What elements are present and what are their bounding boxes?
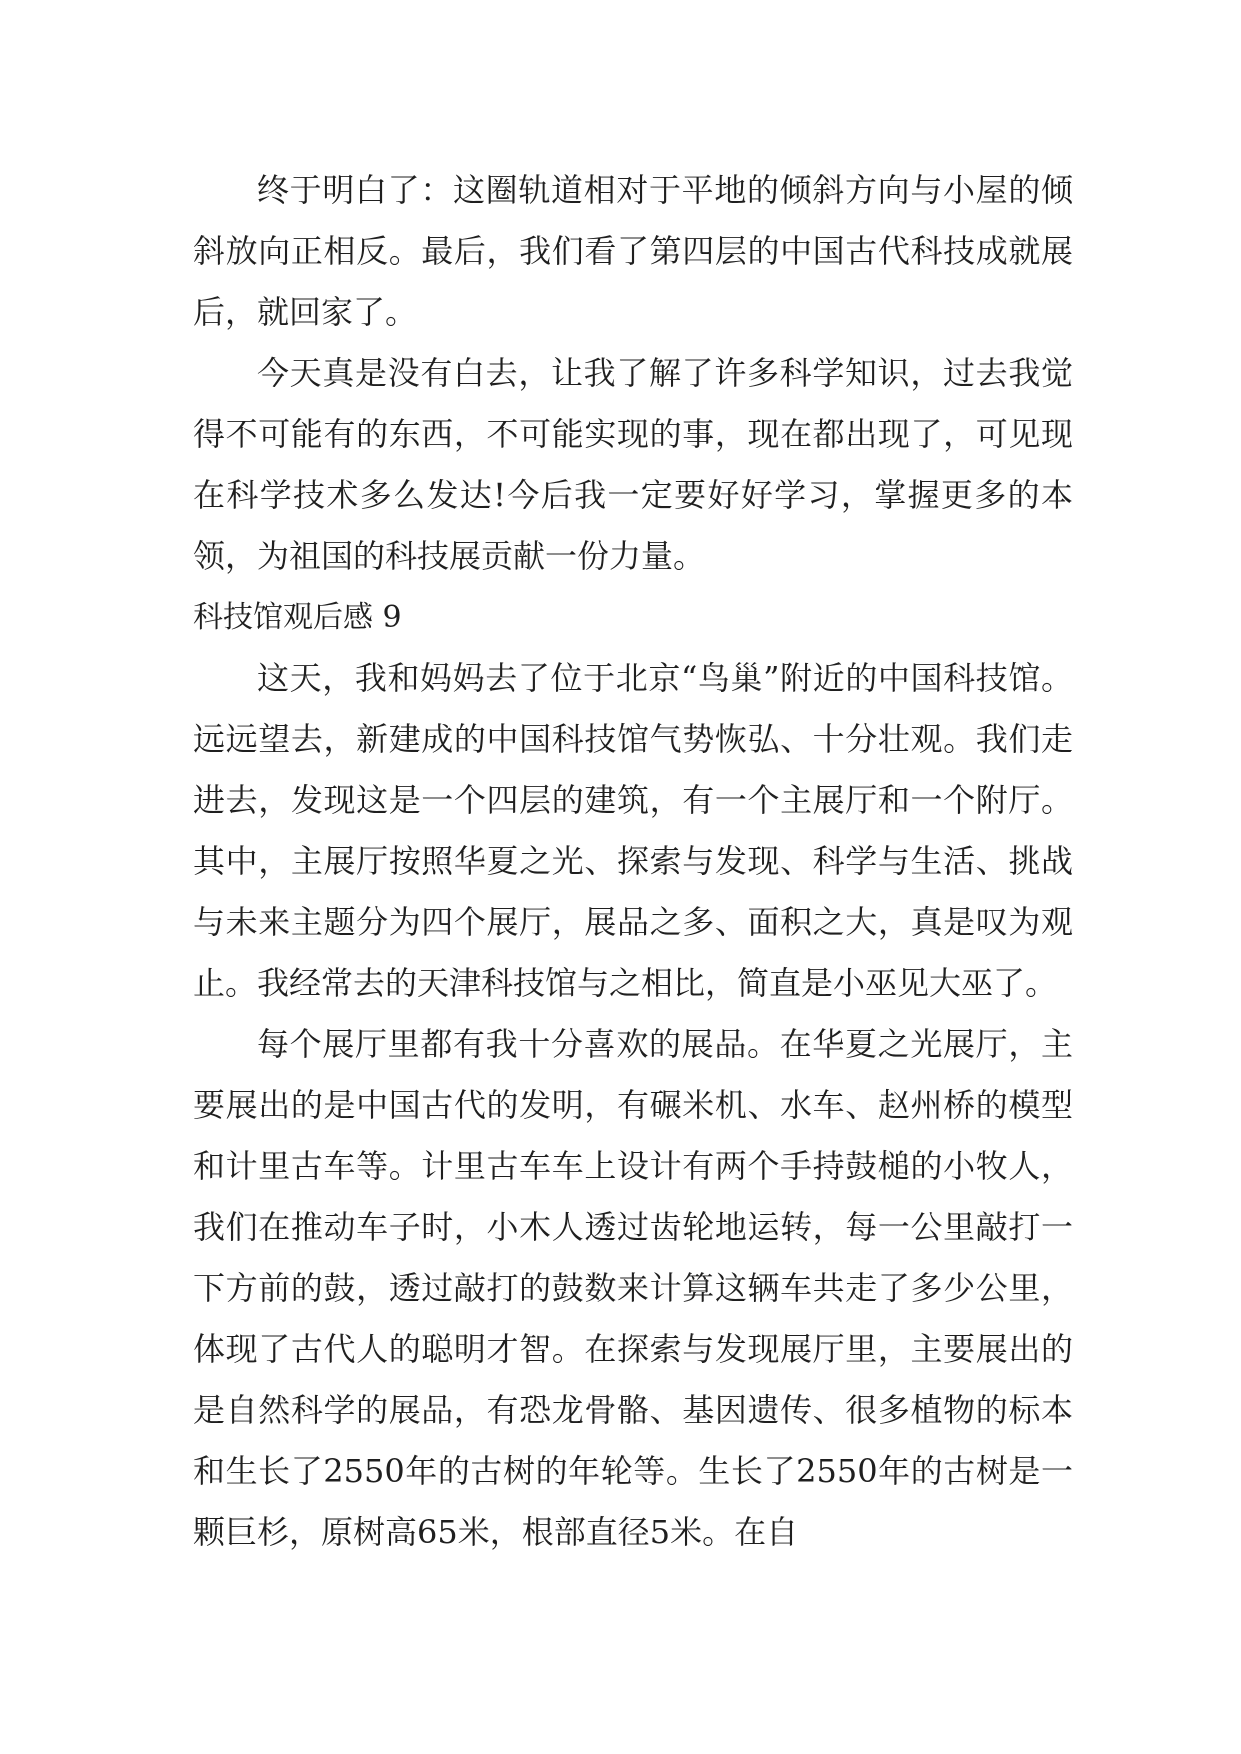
paragraph-intro: 这天，我和妈妈去了位于北京“鸟巢”附近的中国科技馆。远远望去，新建成的中国科技馆气势恢弘、十分壮观。我们走进去，发现这是一个四层的建筑，有一个主展厅和一个附厅。其中，主展厅按照华夏之光、探索与发现、科学与生活、挑战与未来主题分为四个展厅，展品之多、面积之大，真是叹为观止。我经常去的天津科技馆与之相比，简直是小巫见大巫了。 xyxy=(193,659,1073,1002)
paragraph-exhibits: 每个展厅里都有我十分喜欢的展品。在华夏之光展厅，主要展出的是中国古代的发明，有碾米机、水车、赵州桥的模型和计里古车等。计里古车车上设计有两个手持鼓槌的小牧人，我们在推动车子时，小木人透过齿轮地运转，每一公里敲打一下方前的鼓，透过敲打的鼓数来计算这辆车共走了多少公里，体现了古代人的聪明才智。在探索与发现展厅里，主要展出的是自然科学的展品，有恐龙骨骼、基因遗传、很多植物的标本和生长了2550年的古树的年轮等。生长了2550年的古树是一颗巨杉，原树高65米，根部直径5米。在自 xyxy=(193,1025,1073,1551)
section-title: 科技馆观后感 9 xyxy=(193,600,402,635)
document-body xyxy=(193,160,1073,1563)
paragraph-conclusion: 今天真是没有白去，让我了解了许多科学知识，过去我觉得不可能有的东西，不可能实现的事，现在都出现了，可见现在科学技术多么发达!今后我一定要好好学习，掌握更多的本领，为祖国的科技展贡献一份力量。 xyxy=(193,354,1073,575)
paragraph-continued: 终于明白了：这圈轨道相对于平地的倾斜方向与小屋的倾斜放向正相反。最后，我们看了第四层的中国古代科技成就展后，就回家了。 xyxy=(193,171,1073,331)
